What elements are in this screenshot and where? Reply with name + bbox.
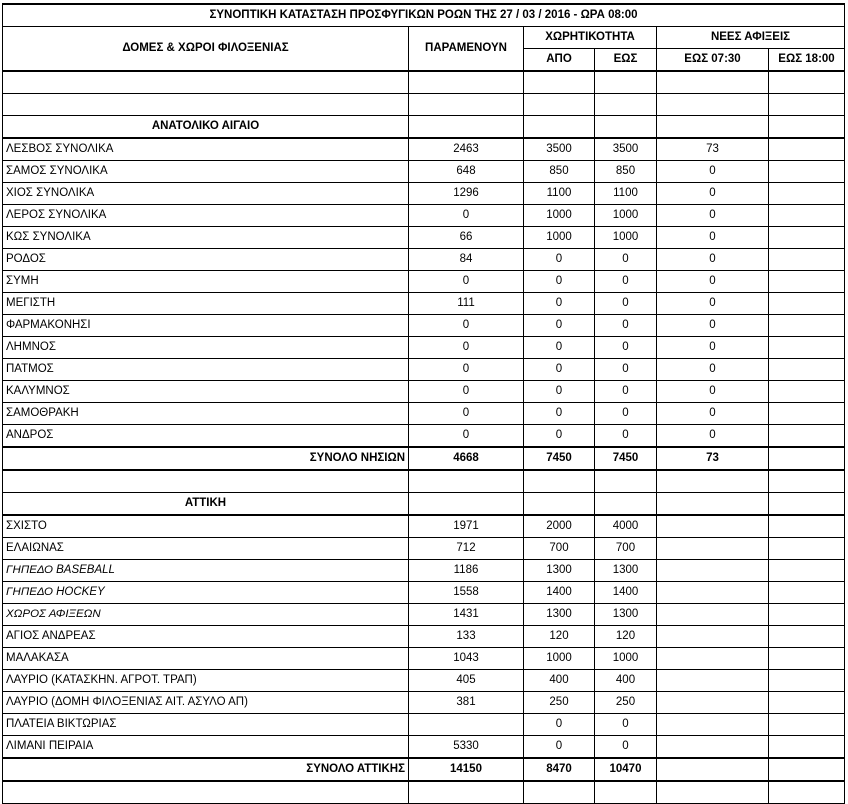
facility-name: ΠΛΑΤΕΙΑ ΒΙΚΤΩΡΙΑΣ [3,714,409,736]
empty-cell [595,470,657,493]
remaining-value: 0 [409,205,524,227]
arrivals-0730-value: 0 [657,227,769,249]
arrivals-1800-value [769,670,845,692]
total-arrivals-1800 [769,447,845,470]
refugee-flows-table [2,3,845,804]
capacity-to-value: 700 [595,538,657,560]
table-row [3,648,845,670]
empty-cell [524,781,595,804]
empty-cell [657,71,769,94]
table-row [3,403,845,425]
facility-name: ΛΑΥΡΙΟ (ΔΟΜΗ ΦΙΛΟΞΕΝΙΑΣ ΑΙΤ. ΑΣΥΛΟ ΑΠ) [3,692,409,714]
capacity-to-value: 0 [595,403,657,425]
arrivals-1800-value [769,359,845,381]
title-row [3,4,845,27]
empty-cell [657,94,769,116]
arrivals-0730-value: 0 [657,271,769,293]
capacity-from-value: 3500 [524,138,595,161]
empty-cell [524,470,595,493]
capacity-from-value: 850 [524,161,595,183]
remaining-value: 1971 [409,515,524,538]
capacity-from-value: 0 [524,359,595,381]
header-arrivals-0730: ΕΩΣ 07:30 [657,49,769,72]
table-row [3,425,845,448]
table-row [3,227,845,249]
empty-cell [524,71,595,94]
capacity-from-value: 2000 [524,515,595,538]
section-row [3,116,845,139]
capacity-to-value: 0 [595,315,657,337]
capacity-to-value: 400 [595,670,657,692]
remaining-value: 1558 [409,582,524,604]
total-arrivals-0730 [657,758,769,781]
capacity-from-value: 1000 [524,227,595,249]
facility-name: ΣΑΜΟΘΡΑΚΗ [3,403,409,425]
empty-cell [409,493,524,516]
arrivals-1800-value [769,692,845,714]
empty-cell [595,493,657,516]
header-new-arrivals: ΝΕΕΣ ΑΦΙΞΕΙΣ [657,27,845,49]
table-row [3,315,845,337]
remaining-value: 648 [409,161,524,183]
arrivals-0730-value [657,670,769,692]
table-row [3,736,845,759]
arrivals-0730-value: 0 [657,337,769,359]
arrivals-1800-value [769,560,845,582]
blank-row [3,94,845,116]
capacity-from-value: 1100 [524,183,595,205]
capacity-from-value: 0 [524,736,595,759]
arrivals-1800-value [769,381,845,403]
empty-cell [409,94,524,116]
capacity-to-value: 0 [595,293,657,315]
arrivals-0730-value: 0 [657,425,769,448]
arrivals-1800-value [769,183,845,205]
remaining-value: 712 [409,538,524,560]
total-row [3,758,845,781]
facility-name: ΑΓΙΟΣ ΑΝΔΡΕΑΣ [3,626,409,648]
capacity-to-value: 0 [595,425,657,448]
header-row [3,27,845,49]
empty-cell [769,94,845,116]
arrivals-1800-value [769,293,845,315]
arrivals-0730-value: 0 [657,403,769,425]
capacity-to-value: 850 [595,161,657,183]
empty-cell [409,781,524,804]
arrivals-1800-value [769,425,845,448]
empty-cell [769,493,845,516]
remaining-value: 1186 [409,560,524,582]
header-arrivals-1800: ΕΩΣ 18:00 [769,49,845,72]
empty-cell [595,71,657,94]
header-capacity-to: ΕΩΣ [595,49,657,72]
facility-name: ΜΕΓΙΣΤΗ [3,293,409,315]
capacity-to-value: 0 [595,381,657,403]
section-title: ΑΤΤΙΚΗ [3,493,409,516]
header-capacity-from: ΑΠΟ [524,49,595,72]
total-label: ΣΥΝΟΛΟ ΑΤΤΙΚΗΣ [3,758,409,781]
arrivals-0730-value [657,714,769,736]
remaining-value: 381 [409,692,524,714]
table-row [3,359,845,381]
arrivals-1800-value [769,648,845,670]
empty-cell [769,71,845,94]
empty-cell [657,781,769,804]
empty-cell [595,94,657,116]
table-row [3,183,845,205]
table-row [3,670,845,692]
capacity-from-value: 1300 [524,560,595,582]
capacity-from-value: 0 [524,337,595,359]
capacity-from-value: 0 [524,714,595,736]
table-row [3,538,845,560]
arrivals-0730-value [657,515,769,538]
remaining-value: 2463 [409,138,524,161]
facility-name: ΧΩΡΟΣ ΑΦΙΞΕΩΝ [3,604,409,626]
facility-name: ΠΑΤΜΟΣ [3,359,409,381]
empty-cell [409,116,524,139]
arrivals-1800-value [769,538,845,560]
empty-cell [657,116,769,139]
arrivals-0730-value: 0 [657,315,769,337]
facility-name: ΦΑΡΜΑΚΟΝΗΣΙ [3,315,409,337]
facility-name: ΛΕΣΒΟΣ ΣΥΝΟΛΙΚΑ [3,138,409,161]
table-row [3,604,845,626]
arrivals-0730-value [657,626,769,648]
arrivals-0730-value: 73 [657,138,769,161]
facility-name: ΣΥΜΗ [3,271,409,293]
capacity-to-value: 1400 [595,582,657,604]
table-row [3,138,845,161]
remaining-value: 111 [409,293,524,315]
arrivals-1800-value [769,205,845,227]
facility-name: ΣΧΙΣΤΟ [3,515,409,538]
capacity-from-value: 1000 [524,648,595,670]
table-row [3,692,845,714]
empty-cell [3,781,409,804]
remaining-value: 84 [409,249,524,271]
remaining-value: 1296 [409,183,524,205]
capacity-to-value: 4000 [595,515,657,538]
capacity-from-value: 0 [524,293,595,315]
capacity-from-value: 1300 [524,604,595,626]
facility-name: ΧΙΟΣ ΣΥΝΟΛΙΚΑ [3,183,409,205]
total-arrivals-0730: 73 [657,447,769,470]
capacity-from-value: 1400 [524,582,595,604]
facility-name: ΛΕΡΟΣ ΣΥΝΟΛΙΚΑ [3,205,409,227]
remaining-value: 0 [409,315,524,337]
facility-name: ΚΩΣ ΣΥΝΟΛΙΚΑ [3,227,409,249]
capacity-to-value: 250 [595,692,657,714]
facility-name: ΚΑΛΥΜΝΟΣ [3,381,409,403]
total-arrivals-1800 [769,758,845,781]
total-capacity-from: 7450 [524,447,595,470]
empty-cell [3,470,409,493]
arrivals-1800-value [769,626,845,648]
facility-name: ΜΑΛΑΚΑΣΑ [3,648,409,670]
blank-row [3,71,845,94]
empty-cell [769,116,845,139]
report-title: ΣΥΝΟΠΤΙΚΗ ΚΑΤΑΣΤΑΣΗ ΠΡΟΣΦΥΓΙΚΩΝ ΡΟΩΝ ΤΗΣ 27 / 03 / 2016 - ΩΡΑ 08:00 [3,4,845,27]
arrivals-0730-value: 0 [657,381,769,403]
arrivals-1800-value [769,271,845,293]
arrivals-1800-value [769,337,845,359]
arrivals-1800-value [769,515,845,538]
remaining-value: 133 [409,626,524,648]
arrivals-0730-value [657,538,769,560]
total-row [3,447,845,470]
empty-cell [3,71,409,94]
empty-cell [524,493,595,516]
table-row [3,515,845,538]
arrivals-0730-value [657,604,769,626]
total-label: ΣΥΝΟΛΟ ΝΗΣΙΩΝ [3,447,409,470]
empty-cell [409,470,524,493]
remaining-value [409,714,524,736]
table-row [3,714,845,736]
arrivals-1800-value [769,604,845,626]
blank-row [3,781,845,804]
arrivals-0730-value [657,692,769,714]
facility-name: ΓΗΠΕΔΟ BASEBALL [3,560,409,582]
capacity-to-value: 1100 [595,183,657,205]
total-capacity-to: 10470 [595,758,657,781]
arrivals-0730-value: 0 [657,205,769,227]
capacity-from-value: 250 [524,692,595,714]
arrivals-0730-value: 0 [657,249,769,271]
table-row [3,626,845,648]
arrivals-1800-value [769,138,845,161]
table-row [3,249,845,271]
capacity-from-value: 0 [524,315,595,337]
table-row [3,337,845,359]
total-capacity-to: 7450 [595,447,657,470]
capacity-from-value: 700 [524,538,595,560]
capacity-to-value: 0 [595,249,657,271]
capacity-from-value: 0 [524,425,595,448]
arrivals-1800-value [769,227,845,249]
arrivals-1800-value [769,403,845,425]
remaining-value: 5330 [409,736,524,759]
table-row [3,161,845,183]
blank-row [3,470,845,493]
section-row [3,493,845,516]
arrivals-0730-value [657,648,769,670]
arrivals-0730-value [657,582,769,604]
facility-name: ΛΙΜΑΝΙ ΠΕΙΡΑΙΑ [3,736,409,759]
remaining-value: 0 [409,271,524,293]
table-row [3,293,845,315]
empty-cell [769,781,845,804]
remaining-value: 0 [409,381,524,403]
remaining-value: 1431 [409,604,524,626]
remaining-value: 0 [409,425,524,448]
remaining-value: 0 [409,403,524,425]
capacity-to-value: 1000 [595,648,657,670]
capacity-to-value: 0 [595,359,657,381]
capacity-to-value: 120 [595,626,657,648]
empty-cell [3,94,409,116]
table-row [3,381,845,403]
arrivals-0730-value [657,560,769,582]
capacity-from-value: 400 [524,670,595,692]
remaining-value: 0 [409,359,524,381]
remaining-value: 1043 [409,648,524,670]
capacity-to-value: 1300 [595,560,657,582]
arrivals-0730-value [657,736,769,759]
empty-cell [657,493,769,516]
empty-cell [595,116,657,139]
total-capacity-from: 8470 [524,758,595,781]
capacity-to-value: 1000 [595,227,657,249]
facility-name: ΡΟΔΟΣ [3,249,409,271]
capacity-from-value: 0 [524,381,595,403]
facility-name: ΣΑΜΟΣ ΣΥΝΟΛΙΚΑ [3,161,409,183]
remaining-value: 405 [409,670,524,692]
header-capacity: ΧΩΡΗΤΙΚΟΤΗΤΑ [524,27,657,49]
empty-cell [657,470,769,493]
arrivals-0730-value: 0 [657,293,769,315]
capacity-from-value: 120 [524,626,595,648]
table-row [3,205,845,227]
facility-name: ΓΗΠΕΔΟ HOCKEY [3,582,409,604]
table-row [3,582,845,604]
arrivals-1800-value [769,736,845,759]
arrivals-0730-value: 0 [657,161,769,183]
capacity-to-value: 0 [595,736,657,759]
facility-name: ΑΝΔΡΟΣ [3,425,409,448]
remaining-value: 0 [409,337,524,359]
capacity-from-value: 0 [524,403,595,425]
capacity-from-value: 1000 [524,205,595,227]
empty-cell [524,94,595,116]
capacity-from-value: 0 [524,271,595,293]
capacity-to-value: 0 [595,271,657,293]
remaining-value: 66 [409,227,524,249]
empty-cell [769,470,845,493]
empty-cell [524,116,595,139]
arrivals-1800-value [769,714,845,736]
empty-cell [595,781,657,804]
header-facilities: ΔΟΜΕΣ & ΧΩΡΟΙ ΦΙΛΟΞΕΝΙΑΣ [3,27,409,72]
capacity-to-value: 3500 [595,138,657,161]
facility-name: ΕΛΑΙΩΝΑΣ [3,538,409,560]
capacity-to-value: 1000 [595,205,657,227]
facility-name: ΛΗΜΝΟΣ [3,337,409,359]
capacity-to-value: 0 [595,714,657,736]
arrivals-1800-value [769,315,845,337]
capacity-to-value: 1300 [595,604,657,626]
arrivals-1800-value [769,249,845,271]
facility-name: ΛΑΥΡΙΟ (ΚΑΤΑΣΚΗΝ. ΑΓΡΟΤ. ΤΡΑΠ) [3,670,409,692]
table-row [3,271,845,293]
arrivals-0730-value: 0 [657,183,769,205]
total-remaining: 4668 [409,447,524,470]
header-remaining: ΠΑΡΑΜΕΝΟΥΝ [409,27,524,72]
capacity-from-value: 0 [524,249,595,271]
total-remaining: 14150 [409,758,524,781]
arrivals-1800-value [769,161,845,183]
table-row [3,560,845,582]
arrivals-1800-value [769,582,845,604]
section-title: ΑΝΑΤΟΛΙΚΟ ΑΙΓΑΙΟ [3,116,409,139]
capacity-to-value: 0 [595,337,657,359]
arrivals-0730-value: 0 [657,359,769,381]
empty-cell [409,71,524,94]
